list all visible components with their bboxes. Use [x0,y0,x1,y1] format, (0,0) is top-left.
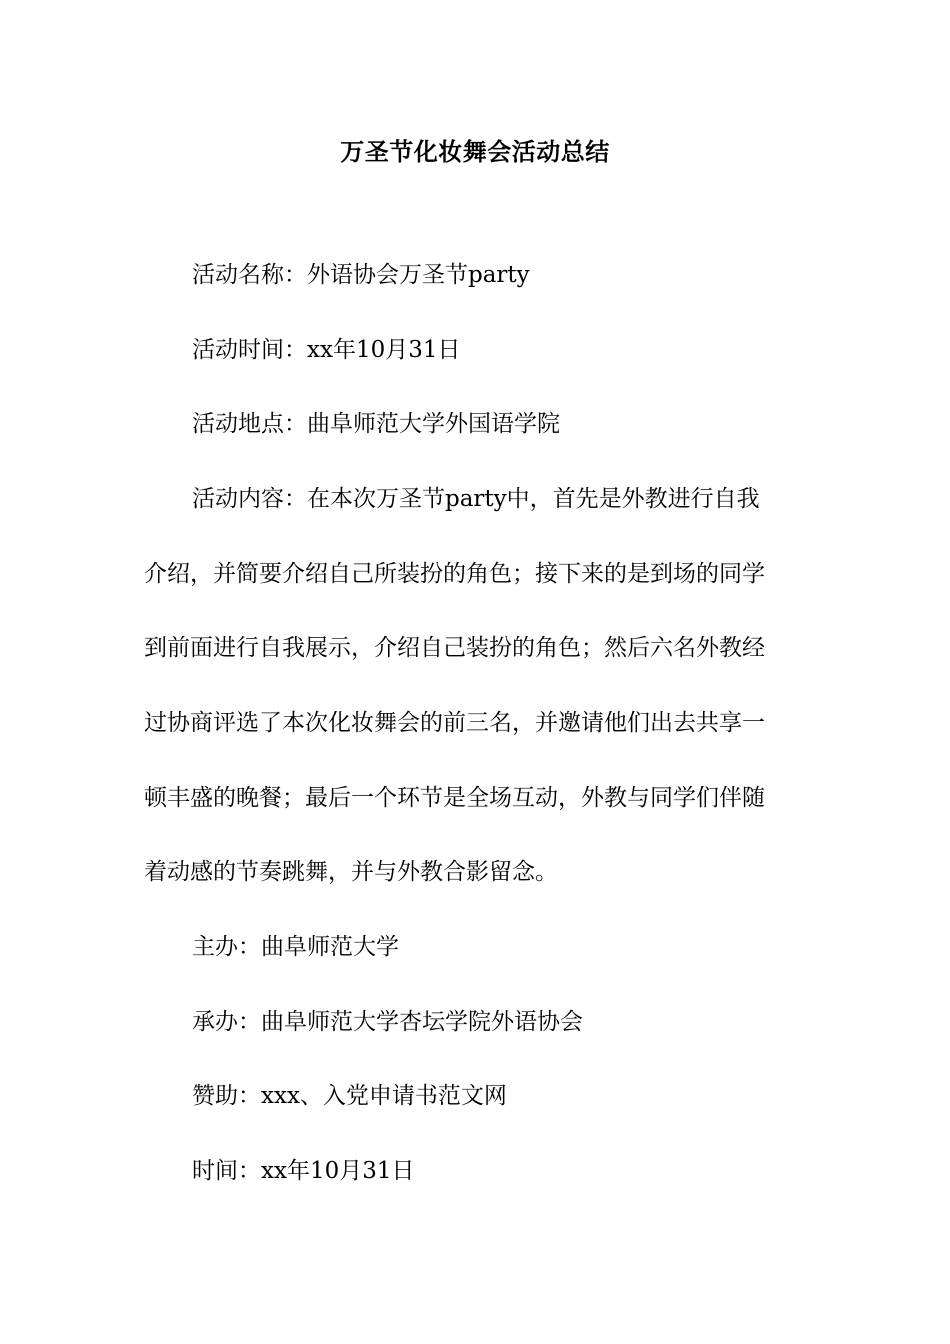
activity-content-line-2: 介绍，并简要介绍自己所装扮的角色；接下来的是到场的同学 [144,561,765,587]
organizer-line: 主办：曲阜师范大学 [192,934,399,960]
date-line: 时间：xx年10月31日 [192,1158,415,1184]
activity-content-line-3: 到前面进行自我展示，介绍自己装扮的角色；然后六名外教经 [144,635,765,661]
activity-content-line-6: 着动感的节奏跳舞，并与外教合影留念。 [144,859,558,885]
activity-content-line-5: 顿丰盛的晚餐；最后一个环节是全场互动，外教与同学们伴随 [144,785,765,811]
document-title: 万圣节化妆舞会活动总结 [340,137,610,166]
activity-name-line: 活动名称：外语协会万圣节party [192,262,530,288]
activity-location-line: 活动地点：曲阜师范大学外国语学院 [192,411,560,437]
activity-content-line-1: 活动内容：在本次万圣节party中，首先是外教进行自我 [192,486,760,512]
activity-time-line: 活动时间：xx年10月31日 [192,337,461,363]
activity-content-line-4: 过协商评选了本次化妆舞会的前三名，并邀请他们出去共享一 [144,710,765,736]
host-line: 承办：曲阜师范大学杏坛学院外语协会 [192,1009,583,1035]
sponsor-line: 赞助：xxx、入党申请书范文网 [192,1083,507,1109]
